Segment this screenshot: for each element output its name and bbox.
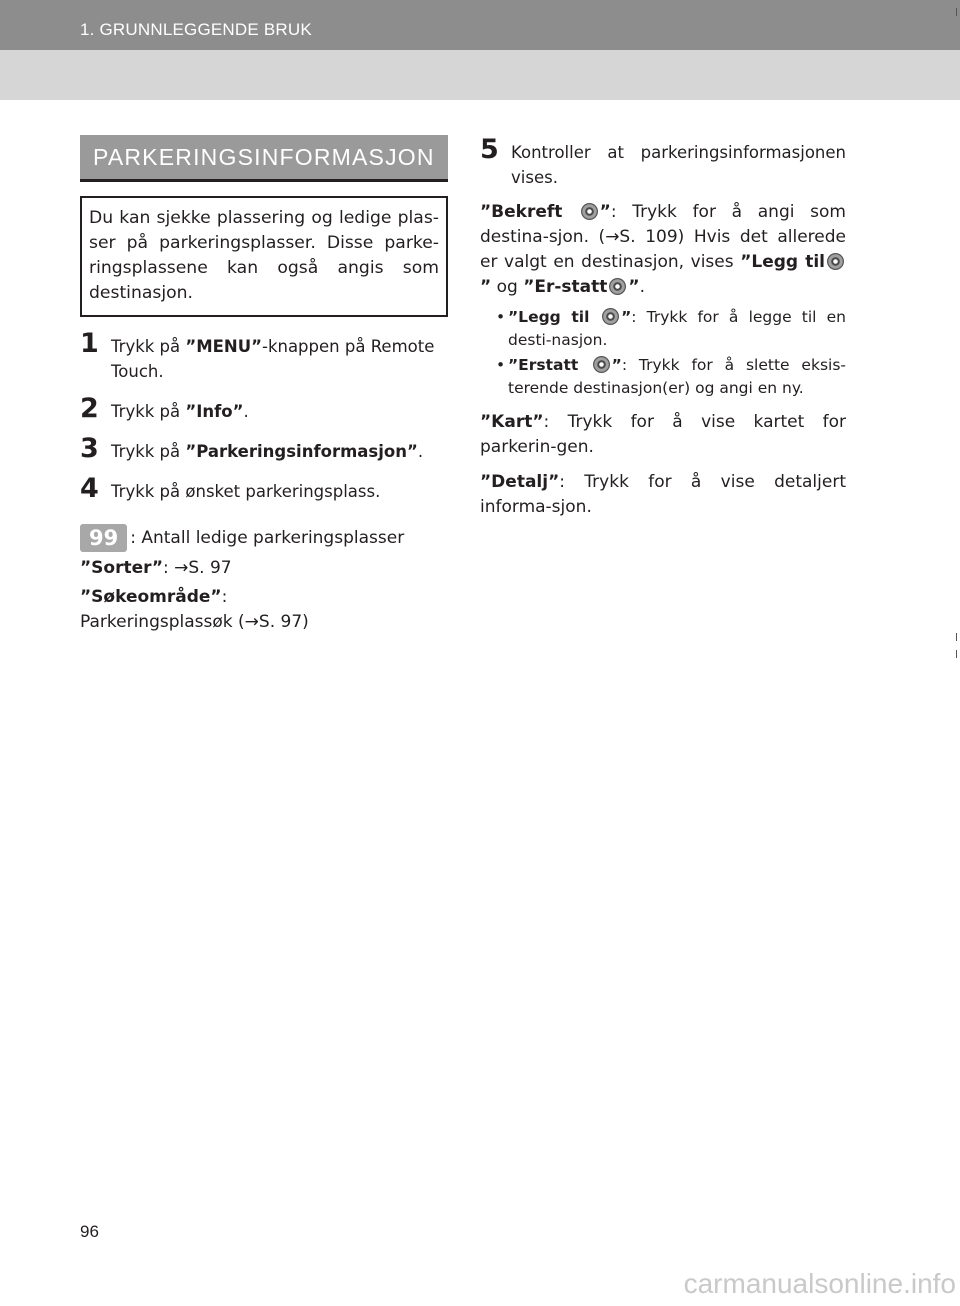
confirm-paragraph <box>480 200 846 300</box>
disc-icon <box>827 253 844 270</box>
step-text: Kontroller at parkeringsinformasjonen vises. <box>511 143 846 187</box>
confirm-label: ”Bekreft <box>480 202 579 222</box>
step-number: 1 <box>80 328 99 359</box>
chapter-title: 1. GRUNNLEGGENDE BRUK <box>80 20 312 39</box>
confirm-end: . <box>639 277 645 297</box>
confirm-label-end: ” <box>599 202 611 222</box>
edge-tick <box>956 650 957 658</box>
disc-icon <box>581 203 598 220</box>
disc-icon <box>609 278 626 295</box>
intro-box <box>80 196 448 317</box>
step-number: 4 <box>80 473 99 504</box>
sub-item-label-end: ” <box>621 308 632 326</box>
watermark: carmanualsonline.info <box>683 1268 956 1299</box>
page-number: 96 <box>80 1222 99 1241</box>
step-number: 2 <box>80 393 99 424</box>
intro-text: Du kan sjekke plassering og ledige plas-ser på parkeringsplasser. Disse parke-ringsplassene kan også angis som destinasjon. <box>89 208 439 303</box>
step-text-pre: Trykk på <box>111 442 186 461</box>
step-text <box>111 436 448 464</box>
legend-badge-line <box>80 524 448 552</box>
step-5 <box>480 134 846 190</box>
bullet: • <box>496 356 506 374</box>
replace-label: ”Er-statt <box>523 277 608 297</box>
detail-paragraph <box>480 470 846 520</box>
step-text-bold: ”Info” <box>185 402 244 421</box>
conjunction: og <box>491 277 524 297</box>
step-text-post: -knappen på Remote Touch. <box>111 337 435 381</box>
badge-description: : Antall ledige parkeringsplasser <box>130 528 405 548</box>
sub-item-label: ”Legg til <box>508 308 601 326</box>
header-bar <box>0 0 960 100</box>
edge-tick <box>956 8 957 16</box>
right-column <box>480 135 846 520</box>
disc-icon <box>602 308 619 325</box>
replace-label-end: ” <box>628 277 640 297</box>
step-4 <box>80 473 448 504</box>
step-text <box>111 396 448 424</box>
step-number: 3 <box>80 433 99 464</box>
legend-search-line <box>80 585 380 635</box>
disc-icon <box>593 356 610 373</box>
add-label: ”Legg til <box>740 252 825 272</box>
map-paragraph <box>480 410 846 460</box>
step-text-pre: Trykk på <box>111 402 186 421</box>
bullet: • <box>496 308 506 326</box>
step-text-pre: Trykk på <box>111 337 186 356</box>
sub-item-text <box>508 306 846 352</box>
add-label-end: ” <box>480 277 492 297</box>
section-title: PARKERINGSINFORMASJON <box>80 135 448 182</box>
search-area-description: : Parkeringsplassøk (→S. 97) <box>80 587 309 632</box>
step-text <box>111 476 448 504</box>
sub-item-text <box>508 354 846 400</box>
detail-label: ”Detalj” <box>480 472 560 492</box>
step-text <box>111 331 448 384</box>
left-column <box>80 135 448 635</box>
free-spaces-badge: 99 <box>80 524 127 552</box>
sorter-label: ”Sorter” <box>80 558 164 578</box>
step-number: 5 <box>480 134 499 165</box>
step-text-bold: ”Parkeringsinformasjon” <box>185 442 418 461</box>
edge-tick <box>956 633 957 641</box>
sub-item-description: : Trykk for å legge til en desti-nasjon. <box>508 308 846 349</box>
step-text-pre: Trykk på ønsket parkeringsplass. <box>111 482 381 501</box>
sub-item-add <box>480 306 846 352</box>
detail-description: : Trykk for å vise detaljert informa-sjon. <box>480 472 846 517</box>
step-1 <box>80 328 448 384</box>
sub-item-label: ”Erstatt <box>508 356 591 374</box>
step-2 <box>80 393 448 424</box>
confirm-description: : Trykk for å angi som destina-sjon. (→S. 109) Hvis det allerede er valgt en destinasjon, vises <box>480 202 846 272</box>
step-text-post: . <box>417 442 424 461</box>
map-description: : Trykk for å vise kartet for parkerin-gen. <box>480 412 846 457</box>
step-3 <box>80 433 448 464</box>
step-text-post: . <box>243 402 249 421</box>
legend-sorter-line <box>80 556 448 581</box>
step-text-bold: ”MENU” <box>185 337 262 356</box>
sub-item-description: : Trykk for å slette eksis-terende destinasjon(er) og angi en ny. <box>508 356 846 397</box>
sub-item-replace <box>480 354 846 400</box>
sub-item-label-end: ” <box>611 356 622 374</box>
sorter-description: : →S. 97 <box>163 558 232 578</box>
map-label: ”Kart” <box>480 412 544 432</box>
search-area-label: ”Søkeområde” <box>80 587 222 607</box>
